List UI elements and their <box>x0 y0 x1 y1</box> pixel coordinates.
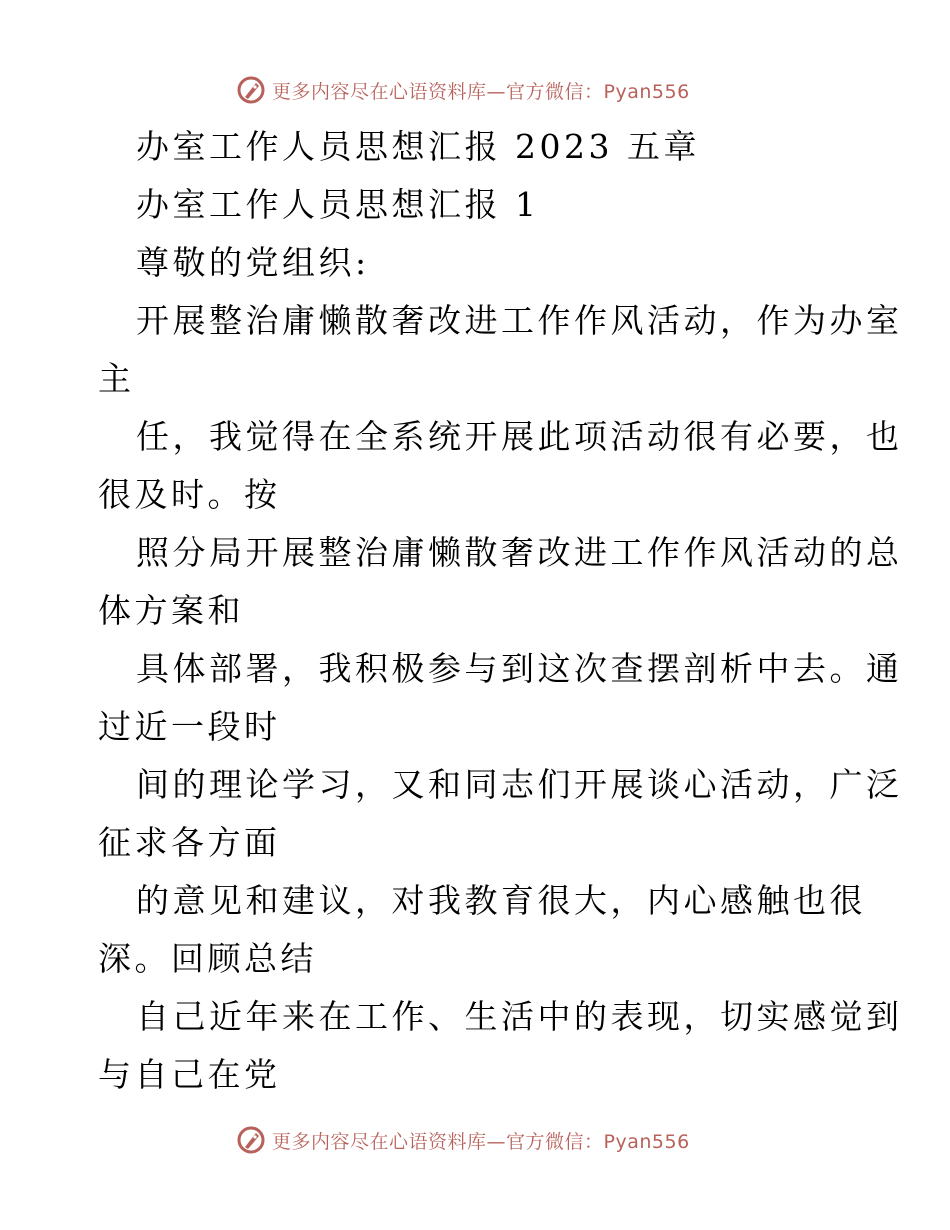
watermark-text: 更多内容尽在心语资料库—官方微信：Pyan556 <box>272 1130 690 1153</box>
text-line: 尊敬的党组织: <box>136 243 370 282</box>
text-line: 深。回顾总结 <box>98 939 317 978</box>
text-line: 的意见和建议，对我教育很大，内心感触也很 <box>136 881 866 920</box>
pen-nib-circle-icon <box>236 75 266 105</box>
text-line: 照分局开展整治庸懒散奢改进工作作风活动的总 <box>136 533 903 572</box>
text-line: 自己近年来在工作、生活中的表现，切实感觉到 <box>136 997 903 1036</box>
text-line: 过近一段时 <box>98 707 281 746</box>
text-line: 间的理论学习，又和同志们开展谈心活动，广泛 <box>136 765 903 804</box>
text-line: 办室工作人员思想汇报 2023 五章 <box>136 127 700 166</box>
text-line: 与自己在党 <box>98 1055 281 1094</box>
text-line: 征求各方面 <box>98 823 281 862</box>
text-line: 开展整治庸懒散奢改进工作作风活动，作为办室 <box>136 301 903 340</box>
text-line: 很及时。按 <box>98 475 281 514</box>
document-body <box>98 118 903 1104</box>
text-line: 具体部署，我积极参与到这次查摆剖析中去。通 <box>136 649 903 688</box>
watermark-text: 更多内容尽在心语资料库—官方微信：Pyan556 <box>272 80 690 103</box>
pen-nib-circle-icon <box>236 1125 266 1155</box>
text-line: 办室工作人员思想汇报 1 <box>136 185 540 224</box>
text-line: 任，我觉得在全系统开展此项活动很有必要，也 <box>136 417 903 456</box>
text-line: 主 <box>98 359 135 398</box>
header-watermark <box>236 74 756 106</box>
footer-watermark <box>236 1124 756 1156</box>
text-line: 体方案和 <box>98 591 244 630</box>
